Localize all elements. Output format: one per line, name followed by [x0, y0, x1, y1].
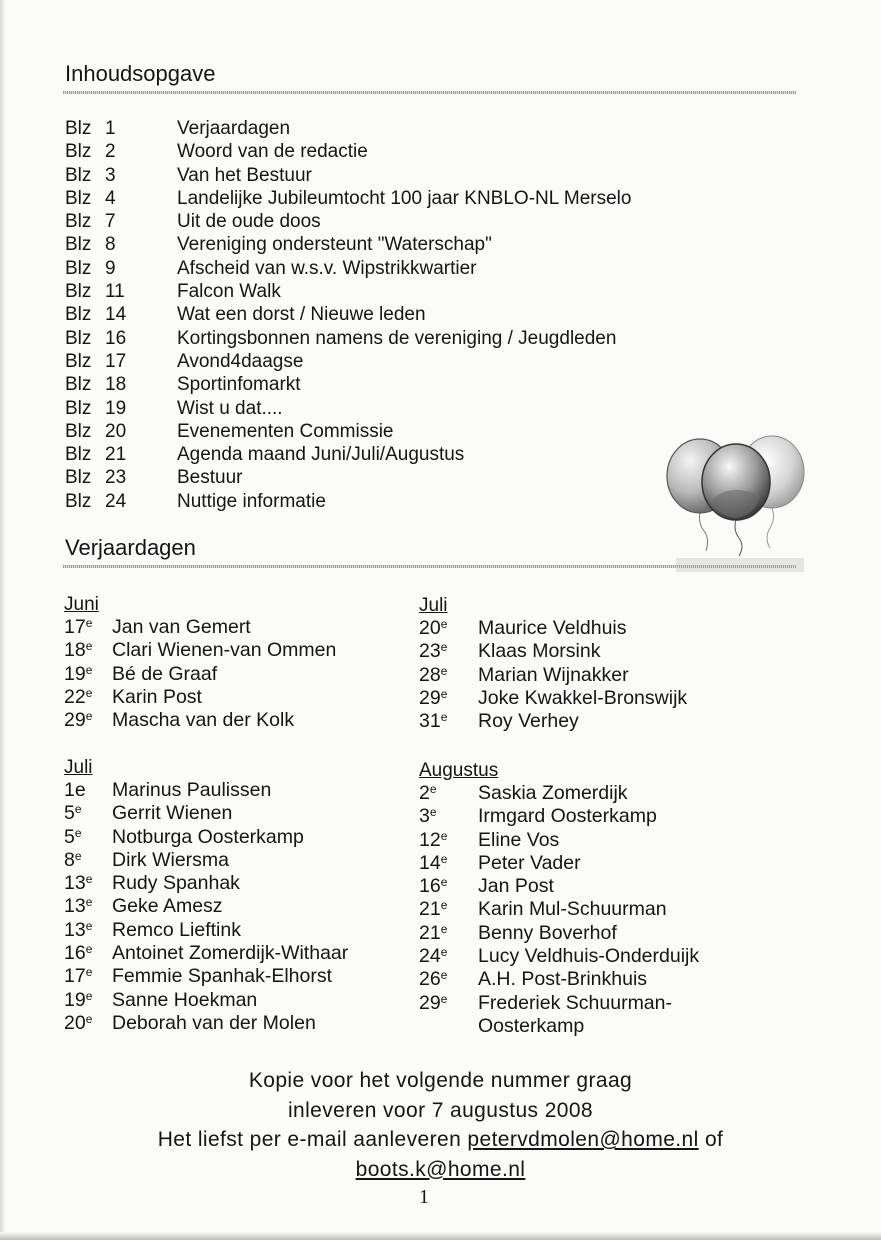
birthday-day-number: 31	[419, 710, 441, 733]
birthday-row	[64, 848, 229, 872]
birthday-row	[64, 872, 240, 895]
birthday-day	[419, 922, 447, 945]
toc-page-number: 11	[105, 281, 125, 303]
birthday-day-number: 5	[64, 825, 75, 848]
toc-blz-label: Blz	[65, 141, 92, 163]
birthday-name: Remco Lieftink	[112, 918, 241, 941]
toc-blz-label: Blz	[65, 444, 92, 466]
birthday-day	[419, 968, 447, 991]
toc-page-number: 21	[105, 444, 127, 466]
toc-title: Avond4daagse	[177, 350, 304, 372]
toc-page-number: 4	[105, 187, 116, 209]
birthday-row	[419, 640, 601, 663]
toc-page-number: 8	[105, 234, 116, 256]
birthday-day-suffix: e	[440, 663, 448, 678]
birthday-name: Notburga Oosterkamp	[112, 825, 304, 848]
toc-page-number: 19	[105, 397, 127, 419]
birthday-name: Benny Boverhof	[478, 921, 617, 944]
toc-page-number: 18	[105, 374, 127, 396]
birthday-name: Jan van Gemert	[112, 616, 251, 638]
birthday-day	[419, 664, 447, 687]
month-label: Juni	[64, 594, 99, 615]
birthday-day	[64, 919, 92, 942]
birthday-day-number: 19	[64, 662, 86, 685]
birthday-day-number: 29	[419, 991, 441, 1014]
birthday-name: Marian Wijnakker	[478, 663, 629, 686]
birthday-day	[64, 686, 92, 709]
toc-page-number: 24	[105, 490, 127, 512]
birthday-day	[64, 872, 92, 895]
birthday-name: Femmie Spanhak-Elhorst	[112, 965, 333, 988]
birthday-day	[419, 687, 447, 710]
birthday-name: Frederiek Schuurman-	[478, 991, 672, 1014]
birthday-day	[64, 663, 92, 686]
birthday-day-suffix: e	[85, 942, 93, 957]
toc-page-number: 7	[105, 211, 116, 233]
birthday-day-suffix: e	[440, 875, 448, 890]
birthday-day-suffix: e	[440, 710, 448, 725]
note-line-1: Kopie voor het volgende nummer graag	[248, 1069, 633, 1092]
birthday-row	[419, 921, 617, 945]
birthday-day-number: 21	[419, 898, 441, 921]
birthday-day	[64, 965, 92, 988]
birthday-day-number: 14	[419, 851, 441, 874]
toc-title: Verjaardagen	[177, 118, 291, 139]
toc-title: Afscheid van w.s.v. Wipstrikkwartier	[177, 257, 477, 279]
birthdays-heading: Verjaardagen	[65, 535, 196, 560]
birthday-row	[64, 942, 349, 965]
page-edge	[0, 0, 6, 1240]
birthdays-heading-rule	[63, 565, 796, 568]
submission-note	[0, 1066, 881, 1184]
birthday-day-number: 19	[64, 988, 86, 1011]
birthday-name: Marinus Paulissen	[112, 779, 272, 801]
birthday-row	[419, 782, 628, 805]
toc-blz-label: Blz	[65, 397, 92, 419]
toc-blz-label: Blz	[65, 281, 92, 303]
page-bottom-edge	[0, 1232, 881, 1240]
birthday-day-number: 2	[419, 782, 430, 804]
birthday-day-number: 13	[64, 872, 86, 895]
birthday-name: Deborah van der Molen	[112, 1011, 316, 1034]
toc-blz-label: Blz	[65, 234, 92, 256]
note-line-3-prefix: Het liefst per e-mail aanleveren	[157, 1128, 462, 1151]
birthday-day-suffix: e	[74, 825, 82, 840]
birthday-day-suffix: e	[429, 782, 437, 796]
note-line-2: inleveren voor 7 augustus 2008	[287, 1098, 594, 1122]
toc-blz-label: Blz	[65, 350, 92, 372]
toc-title: Agenda maand Juni/Juli/Augustus	[177, 444, 465, 466]
birthday-row	[419, 663, 629, 687]
birthday-day-suffix: e	[429, 805, 437, 820]
birthday-name: Jan Post	[478, 875, 554, 898]
birthday-name: Saskia Zomerdijk	[478, 782, 628, 804]
birthday-row	[64, 685, 202, 709]
birthday-day	[64, 639, 92, 662]
birthday-name: Maurice Veldhuis	[478, 617, 627, 639]
birthday-name: Antoinet Zomerdijk-Withaar	[112, 942, 349, 965]
birthday-day-number: 13	[64, 918, 86, 941]
birthday-day-suffix: e	[85, 988, 93, 1003]
birthday-row	[419, 828, 560, 852]
birthday-row	[419, 617, 627, 640]
toc-page-number: 23	[105, 467, 127, 489]
birthday-name: Clari Wienen-van Ommen	[112, 639, 337, 662]
birthday-day-suffix: e	[440, 640, 448, 655]
birthday-day-number: 8	[64, 848, 75, 871]
toc-page-number: 14	[105, 304, 127, 326]
toc-blz-label: Blz	[65, 420, 92, 442]
birthday-row	[64, 1011, 316, 1035]
birthday-row	[419, 898, 667, 921]
birthday-day-number: 24	[419, 945, 441, 968]
toc-heading-rule	[63, 91, 796, 94]
birthday-day	[419, 782, 437, 805]
toc-page-number: 20	[105, 420, 127, 442]
birthday-group-augustus	[419, 760, 700, 1038]
birthday-day-suffix: e	[85, 895, 93, 910]
birthday-group-juli-right	[419, 595, 688, 733]
birthday-day-suffix: e	[440, 945, 448, 960]
birthday-day-suffix: e	[440, 991, 448, 1006]
birthday-day-number: 23	[419, 640, 441, 663]
birthday-row	[64, 802, 233, 825]
toc-blz-label: Blz	[65, 118, 92, 139]
birthday-day-number: 29	[64, 709, 86, 732]
birthday-day	[64, 942, 92, 965]
birthday-group-juni	[64, 594, 337, 732]
birthday-day-suffix: e	[85, 639, 93, 654]
birthday-day-suffix: e	[74, 802, 82, 817]
balloons-icon	[660, 430, 810, 580]
birthday-day-number: 28	[419, 663, 441, 686]
birthday-day	[64, 779, 86, 802]
toc-heading: Inhoudsopgave	[65, 61, 216, 86]
birthday-row	[64, 965, 333, 988]
birthday-name: Joke Kwakkel-Bronswijk	[478, 686, 688, 709]
birthday-day-suffix: e	[85, 1011, 93, 1026]
birthday-name: Rudy Spanhak	[112, 872, 240, 895]
birthday-day-number: 26	[419, 968, 441, 991]
birthday-row	[64, 662, 218, 686]
birthday-name: Roy Verhey	[478, 710, 579, 733]
birthday-day-number: 13	[64, 895, 86, 918]
birthday-day	[64, 709, 92, 732]
toc-blz-label: Blz	[65, 304, 92, 326]
month-label: Augustus	[419, 760, 499, 781]
birthday-row	[64, 616, 251, 639]
birthday-day-number: 20	[64, 1011, 86, 1034]
birthday-row	[419, 945, 700, 968]
toc-title: Bestuur	[177, 467, 243, 489]
birthday-day	[64, 802, 82, 825]
birthday-row	[419, 875, 554, 898]
birthday-name: Gerrit Wienen	[112, 802, 233, 825]
birthday-day-number: 5	[64, 802, 75, 825]
birthday-day-suffix: e	[440, 898, 448, 913]
birthday-row	[419, 851, 581, 875]
toc-page-number: 17	[105, 350, 127, 372]
birthday-day-suffix: e	[440, 686, 448, 701]
birthday-name: Dirk Wiersma	[112, 848, 229, 871]
month-label: Juli	[64, 757, 93, 778]
birthday-day-number: 3	[419, 805, 430, 828]
birthday-row	[419, 805, 657, 828]
toc-title: Woord van de redactie	[177, 141, 368, 163]
birthday-row	[419, 1014, 585, 1038]
toc-title: Evenementen Commissie	[177, 420, 394, 442]
toc-title: Kortingsbonnen namens de vereniging / Jeugdleden	[177, 327, 617, 349]
birthday-day-number: 1e	[64, 779, 86, 801]
toc-title: Sportinfomarkt	[177, 374, 301, 396]
birthday-day	[419, 945, 447, 968]
birthday-name: Sanne Hoekman	[112, 988, 258, 1011]
email-link-boots[interactable]: boots.k@home.nl	[355, 1157, 526, 1181]
birthday-name: Klaas Morsink	[478, 640, 601, 663]
birthday-day	[419, 875, 447, 898]
birthday-day	[64, 895, 92, 918]
birthday-day-suffix: e	[85, 662, 93, 677]
birthday-name: Lucy Veldhuis-Onderduijk	[478, 945, 700, 968]
birthday-day	[64, 1012, 92, 1035]
birthday-name: Karin Post	[112, 685, 202, 708]
birthday-name: Geke Amesz	[112, 895, 223, 918]
toc-title: Van het Bestuur	[177, 164, 312, 186]
note-line-4	[0, 1155, 881, 1185]
toc-title: Nuttige informatie	[177, 490, 326, 512]
toc-title: Wist u dat....	[177, 397, 283, 419]
birthday-row	[419, 710, 579, 733]
birthday-day-suffix: e	[440, 851, 448, 866]
toc-title: Uit de oude doos	[177, 211, 321, 233]
birthday-day-number: 16	[419, 875, 441, 898]
toc-blz-label: Blz	[65, 187, 92, 209]
birthday-group-juli-left	[64, 757, 349, 1035]
birthday-day	[64, 616, 92, 639]
toc-title: Falcon Walk	[177, 281, 281, 303]
birthday-day	[419, 852, 447, 875]
birthday-day-suffix: e	[85, 709, 93, 724]
birthday-name: Bé de Graaf	[112, 662, 218, 685]
birthday-row	[64, 918, 241, 942]
birthday-name: A.H. Post-Brinkhuis	[478, 968, 648, 991]
birthday-day	[64, 849, 82, 872]
toc-blz-label: Blz	[65, 490, 92, 512]
birthday-day-number: 17	[64, 616, 86, 638]
birthday-day-number: 29	[419, 686, 441, 709]
birthday-row	[64, 895, 223, 918]
birthday-row	[64, 709, 295, 732]
birthday-row	[64, 988, 258, 1012]
month-label: Juli	[419, 595, 448, 616]
toc-page-number: 16	[105, 327, 127, 349]
toc-blz-label: Blz	[65, 467, 92, 489]
birthday-day	[419, 640, 447, 663]
birthday-day-suffix: e	[85, 965, 93, 980]
birthday-day-suffix: e	[85, 685, 93, 700]
birthday-row	[419, 686, 688, 710]
toc-blz-label: Blz	[65, 164, 92, 186]
toc-page-number: 3	[105, 164, 116, 186]
birthday-row	[419, 991, 672, 1015]
birthday-day-number: 20	[419, 617, 441, 639]
toc-blz-label: Blz	[65, 257, 92, 279]
birthday-name: Peter Vader	[478, 851, 581, 874]
birthday-day-suffix: e	[440, 828, 448, 843]
birthday-day-number: 22	[64, 685, 86, 708]
birthday-name: Irmgard Oosterkamp	[478, 805, 657, 828]
birthday-day-number: 12	[419, 828, 441, 851]
birthday-day-suffix: e	[440, 617, 448, 631]
toc-title: Wat een dorst / Nieuwe leden	[177, 304, 426, 326]
birthday-day	[419, 829, 447, 852]
birthday-row	[419, 968, 648, 991]
toc-title: Landelijke Jubileumtocht 100 jaar KNBLO-NL Merselo	[177, 187, 632, 209]
birthday-day-suffix: e	[85, 918, 93, 933]
toc-page-number: 1	[105, 118, 116, 139]
birthday-day	[419, 617, 447, 640]
toc-blz-label: Blz	[65, 327, 92, 349]
birthday-name: Eline Vos	[478, 828, 560, 851]
birthday-day	[419, 805, 437, 828]
birthday-day	[419, 710, 447, 733]
note-line-3-suffix: of	[704, 1128, 724, 1151]
note-line-3	[0, 1125, 881, 1155]
birthday-day	[419, 898, 447, 921]
birthday-day-suffix: e	[85, 872, 93, 887]
birthday-day	[419, 992, 447, 1015]
birthday-day	[64, 826, 82, 849]
birthday-row	[64, 639, 337, 662]
birthday-row	[64, 825, 304, 849]
birthday-row	[64, 779, 272, 802]
birthday-day-suffix: e	[440, 968, 448, 983]
page-number: 1	[419, 1186, 429, 1208]
birthday-day-suffix: e	[85, 616, 93, 630]
birthday-day-suffix: e	[74, 848, 82, 863]
birthday-name: Oosterkamp	[478, 1014, 585, 1037]
birthday-day-number: 17	[64, 965, 86, 988]
birthday-name: Mascha van der Kolk	[112, 709, 295, 732]
toc-blz-label: Blz	[65, 211, 92, 233]
birthday-day-number: 21	[419, 921, 441, 944]
toc-page-number: 9	[105, 257, 116, 279]
toc-blz-label: Blz	[65, 374, 92, 396]
toc-page-number: 2	[105, 141, 116, 163]
birthday-day-number: 18	[64, 639, 86, 662]
birthday-name: Karin Mul-Schuurman	[478, 898, 667, 921]
email-link-petervdmolen[interactable]: petervdmolen@home.nl	[467, 1128, 699, 1151]
birthday-day-number: 16	[64, 942, 86, 965]
birthday-day-suffix: e	[440, 921, 448, 936]
toc-title: Vereniging ondersteunt "Waterschap"	[177, 234, 492, 256]
birthday-day	[64, 989, 92, 1012]
